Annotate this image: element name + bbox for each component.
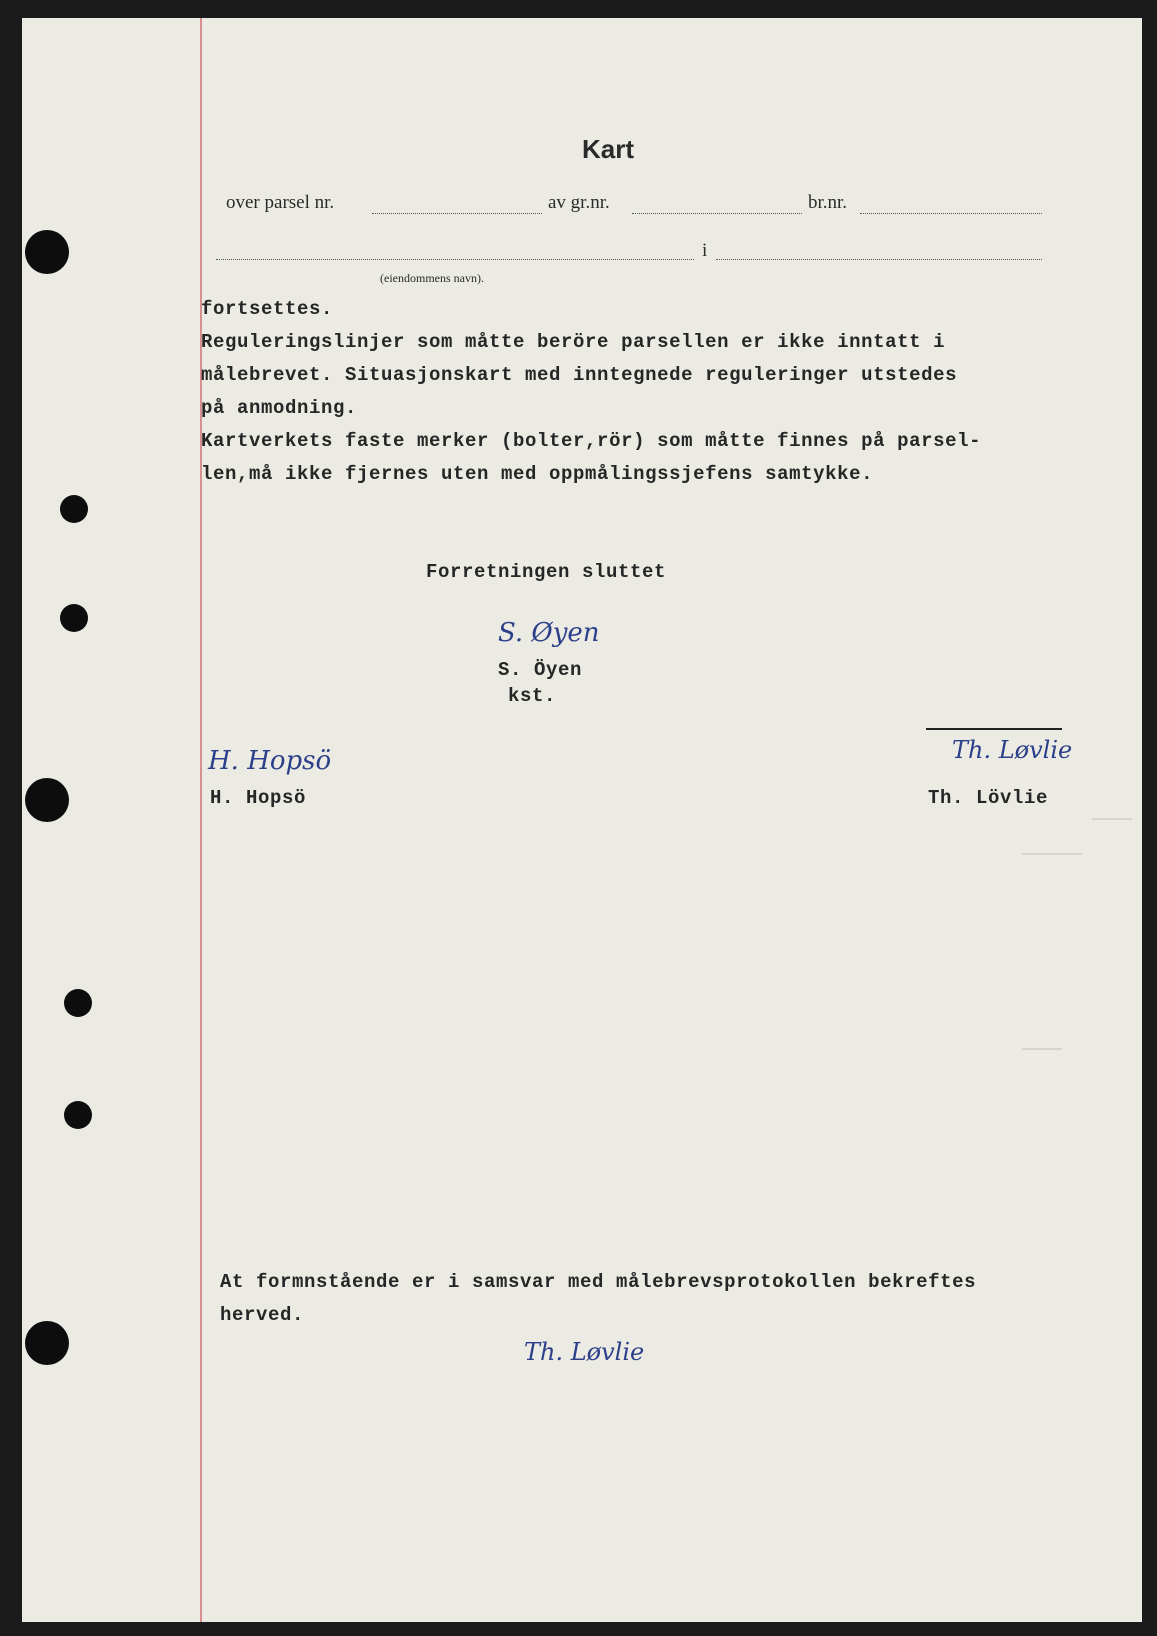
- body-line: Kartverkets faste merker (bolter,rör) som måtte finnes på parsel-: [201, 430, 982, 452]
- punch-hole: [25, 1321, 69, 1365]
- field-eiendom: [216, 259, 694, 260]
- field-i: [716, 259, 1042, 260]
- closing-text: Forretningen sluttet: [426, 561, 667, 583]
- body-line: på anmodning.: [201, 397, 358, 419]
- certification-signature: Th. Løvlie: [524, 1338, 645, 1366]
- document-page: [22, 18, 1142, 1622]
- form-title: Kart: [582, 134, 635, 164]
- punch-hole: [25, 230, 69, 274]
- label-br-nr: br.nr.: [808, 192, 848, 213]
- punch-hole: [25, 778, 69, 822]
- label-gr-nr: av gr.nr.: [548, 192, 610, 213]
- field-gr-nr: [632, 213, 802, 214]
- punch-hole: [60, 604, 88, 632]
- hint-eiendom: (eiendommens navn).: [380, 271, 484, 285]
- signature-left: H. Hopsö: [208, 746, 332, 776]
- punch-hole: [64, 989, 92, 1017]
- signatory-left-name: H. Hopsö: [210, 787, 307, 809]
- field-parsel-nr: [372, 213, 542, 214]
- body-line: Reguleringslinjer som måtte beröre parsellen er ikke inntatt i: [201, 331, 946, 353]
- punch-hole: [60, 495, 88, 523]
- certification-line: herved.: [220, 1304, 305, 1326]
- certification-line: At formnstående er i samsvar med målebrevsprotokollen bekreftes: [220, 1271, 977, 1293]
- signatory-center-title: kst.: [508, 685, 557, 707]
- body-line: målebrevet. Situasjonskart med inntegnede reguleringer utstedes: [201, 364, 958, 386]
- signature-right: Th. Løvlie: [952, 736, 1073, 764]
- field-br-nr: [860, 213, 1042, 214]
- label-over-parsel: over parsel nr.: [226, 192, 335, 213]
- signature-rule: [926, 728, 1062, 730]
- signatory-center-name: S. Öyen: [498, 659, 583, 681]
- faint-mark: [1092, 818, 1132, 820]
- faint-mark: [1022, 1048, 1062, 1050]
- signatory-right-name: Th. Lövlie: [928, 787, 1049, 809]
- label-i: i: [702, 240, 708, 261]
- body-line: fortsettes.: [201, 298, 334, 320]
- signature-center: S. Øyen: [498, 618, 600, 648]
- margin-line: [200, 18, 202, 1622]
- punch-hole: [64, 1101, 92, 1129]
- body-line: len,må ikke fjernes uten med oppmålingssjefens samtykke.: [201, 463, 874, 485]
- faint-mark: [1022, 853, 1082, 855]
